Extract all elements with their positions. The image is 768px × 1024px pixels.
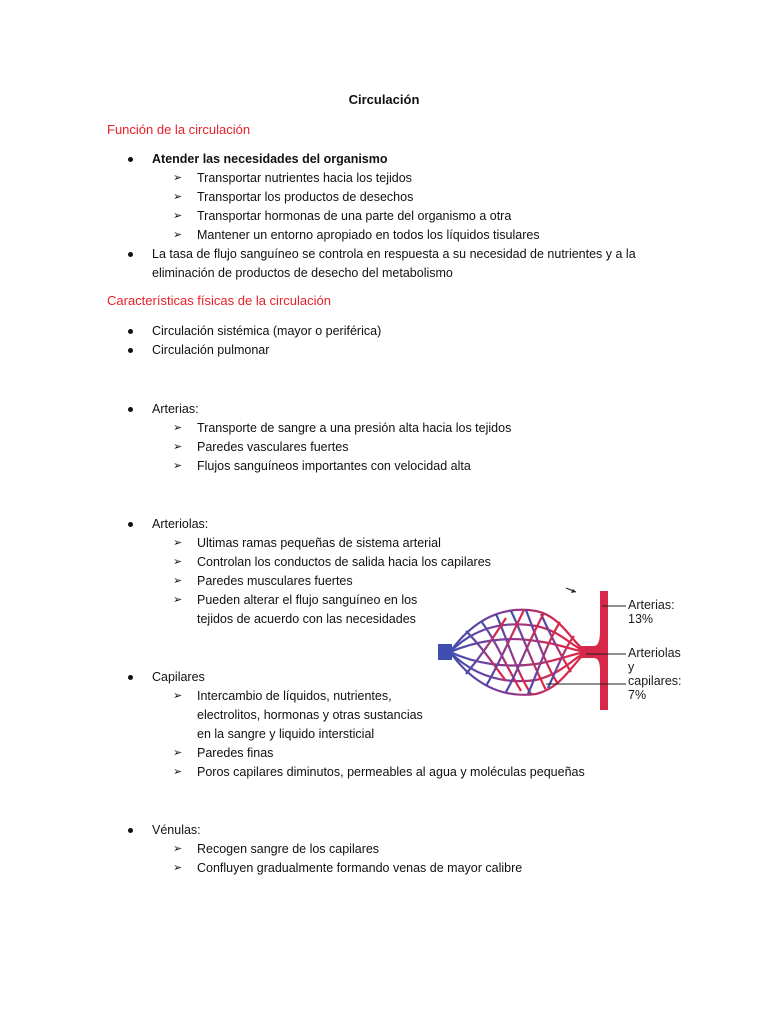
sub-item-text: Ultimas ramas pequeñas de sistema arterial (197, 536, 441, 550)
sub-item-text: Transporte de sangre a una presión alta hacia los tejidos (197, 421, 512, 435)
sub-item (173, 226, 540, 245)
sub-item-text: tejidos de acuerdo con las necesidades (197, 612, 416, 626)
bullet-arterias (128, 400, 648, 419)
bullet-text: Arterias: (152, 402, 199, 416)
arrow-icon: ➢ (173, 594, 183, 606)
sub-item-text: electrolitos, hormonas y otras sustancias (197, 708, 423, 722)
sub-item-text: Transportar nutrientes hacia los tejidos (197, 171, 412, 185)
arrow-icon: ➢ (173, 229, 183, 241)
label-arteriolas-capilares: Arteriolas y capilares: 7% (628, 646, 682, 702)
bullet-necesidades (128, 150, 648, 169)
page-title: Circulación (348, 92, 420, 107)
sub-item (173, 188, 413, 207)
sub-item-text: Paredes vasculares fuertes (197, 440, 349, 454)
bullet-text: Circulación pulmonar (152, 343, 270, 357)
sub-item (173, 553, 491, 572)
sub-item-text: Controlan los conductos de salida hacia los capilares (197, 555, 491, 569)
bullet-arteriolas (128, 515, 648, 534)
bullet-text-line: eliminación de productos de desecho del metabolismo (152, 266, 453, 280)
arrow-icon: ➢ (173, 210, 183, 222)
sub-item-text: Confluyen gradualmente formando venas de mayor calibre (197, 861, 523, 875)
sub-item (173, 591, 417, 629)
sub-item (173, 859, 522, 878)
arteriole-trunk (581, 591, 608, 710)
sub-item-text: Pueden alterar el flujo sanguíneo en los (197, 593, 418, 607)
arrow-icon: ➢ (173, 191, 183, 203)
arrow-icon: ➢ (173, 575, 183, 587)
bullet-text: Capilares (152, 670, 205, 684)
bullet-circulacion-sistemica (128, 322, 648, 341)
pointer-arrowhead (571, 589, 576, 593)
sub-item (173, 534, 441, 553)
sub-item (173, 419, 511, 438)
arrow-icon: ➢ (173, 441, 183, 453)
sub-item-text: Flujos sanguíneos importantes con velocidad alta (197, 459, 471, 473)
arrow-icon: ➢ (173, 843, 183, 855)
sub-item-text: Poros capilares diminutos, permeables al agua y moléculas pequeñas (197, 765, 585, 779)
sub-item-text: Intercambio de líquidos, nutrientes, (197, 689, 392, 703)
sub-item-text: en la sangre y liquido intersticial (197, 727, 375, 741)
sub-item (173, 572, 353, 591)
bullet-venulas (128, 821, 648, 840)
arrow-icon: ➢ (173, 172, 183, 184)
arrow-icon: ➢ (173, 690, 183, 702)
sub-item-text: Mantener un entorno apropiado en todos los líquidos tisulares (197, 228, 540, 242)
bullet-text: Vénulas: (152, 823, 201, 837)
bullet-text: Circulación sistémica (mayor o periférica) (152, 324, 382, 338)
arrow-icon: ➢ (173, 460, 183, 472)
sub-item (173, 763, 585, 782)
vessel-diagram (436, 586, 696, 716)
arrow-icon: ➢ (173, 862, 183, 874)
sub-item-text: Transportar hormonas de una parte del organismo a otra (197, 209, 512, 223)
venule-stub (438, 644, 452, 660)
sub-item (173, 687, 423, 744)
capillary-mesh (450, 610, 586, 695)
sub-item (173, 457, 471, 476)
label-arterias: Arterias: 13% (628, 598, 675, 626)
sub-item (173, 438, 348, 457)
sub-item (173, 840, 379, 859)
bullet-text: Arteriolas: (152, 517, 209, 531)
sub-item-text: Transportar los productos de desechos (197, 190, 414, 204)
sub-item-text: Paredes musculares fuertes (197, 574, 353, 588)
arrow-icon: ➢ (173, 537, 183, 549)
arrow-icon: ➢ (173, 422, 183, 434)
arrow-icon: ➢ (173, 556, 183, 568)
bullet-text-line: La tasa de flujo sanguíneo se controla en respuesta a su necesidad de nutrientes y a la (152, 247, 636, 261)
bullet-circulacion-pulmonar (128, 341, 648, 360)
section-heading-caracteristicas: Características físicas de la circulación (107, 293, 331, 308)
sub-item (173, 207, 511, 226)
section-heading-funcion: Función de la circulación (107, 122, 251, 137)
bullet-tasa-flujo (128, 245, 648, 283)
bullet-text: Atender las necesidades del organismo (152, 152, 388, 166)
arrow-icon: ➢ (173, 747, 183, 759)
sub-item (173, 744, 273, 763)
sub-item (173, 169, 412, 188)
sub-item-text: Recogen sangre de los capilares (197, 842, 380, 856)
sub-item-text: Paredes finas (197, 746, 274, 760)
arrow-icon: ➢ (173, 766, 183, 778)
